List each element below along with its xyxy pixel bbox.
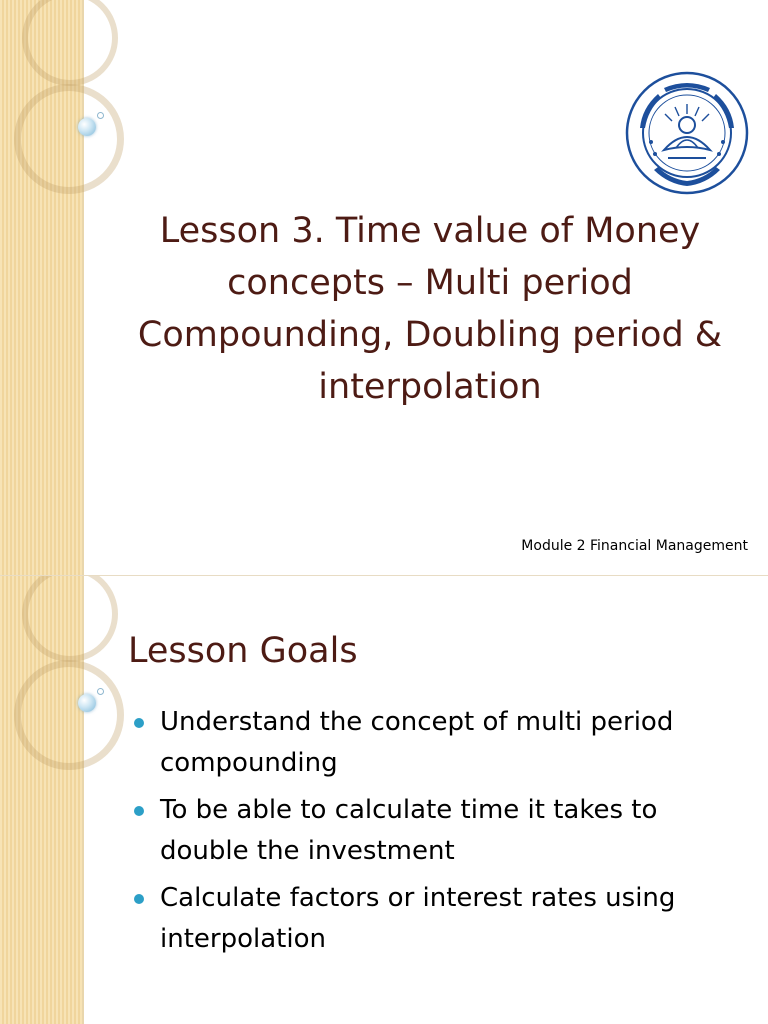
goal-text: Understand the concept of multi period compounding	[160, 707, 674, 778]
goal-item	[132, 702, 732, 784]
goals-list	[132, 702, 732, 966]
decorative-stripe	[0, 0, 84, 576]
slide-heading: Lesson Goals	[128, 631, 358, 671]
goal-item	[132, 878, 732, 960]
bullet-icon	[134, 806, 144, 816]
goals-slide	[0, 576, 768, 1024]
decorative-bubble	[78, 118, 96, 136]
decorative-bubble	[97, 688, 104, 695]
slide-title: Lesson 3. Time value of Money concepts – Multi period Compounding, Doubling period & interpolation	[137, 211, 723, 407]
decorative-stripe	[0, 576, 84, 1024]
module-subtitle: Module 2 Financial Management	[521, 538, 748, 554]
institute-emblem-icon	[624, 70, 750, 196]
goal-text: Calculate factors or interest rates using interpolation	[160, 883, 676, 954]
bullet-icon	[134, 894, 144, 904]
goal-text: To be able to calculate time it takes to double the investment	[160, 795, 658, 866]
bullet-icon	[134, 718, 144, 728]
goal-item	[132, 790, 732, 872]
decorative-bubble	[97, 112, 104, 119]
decorative-bubble	[78, 694, 96, 712]
